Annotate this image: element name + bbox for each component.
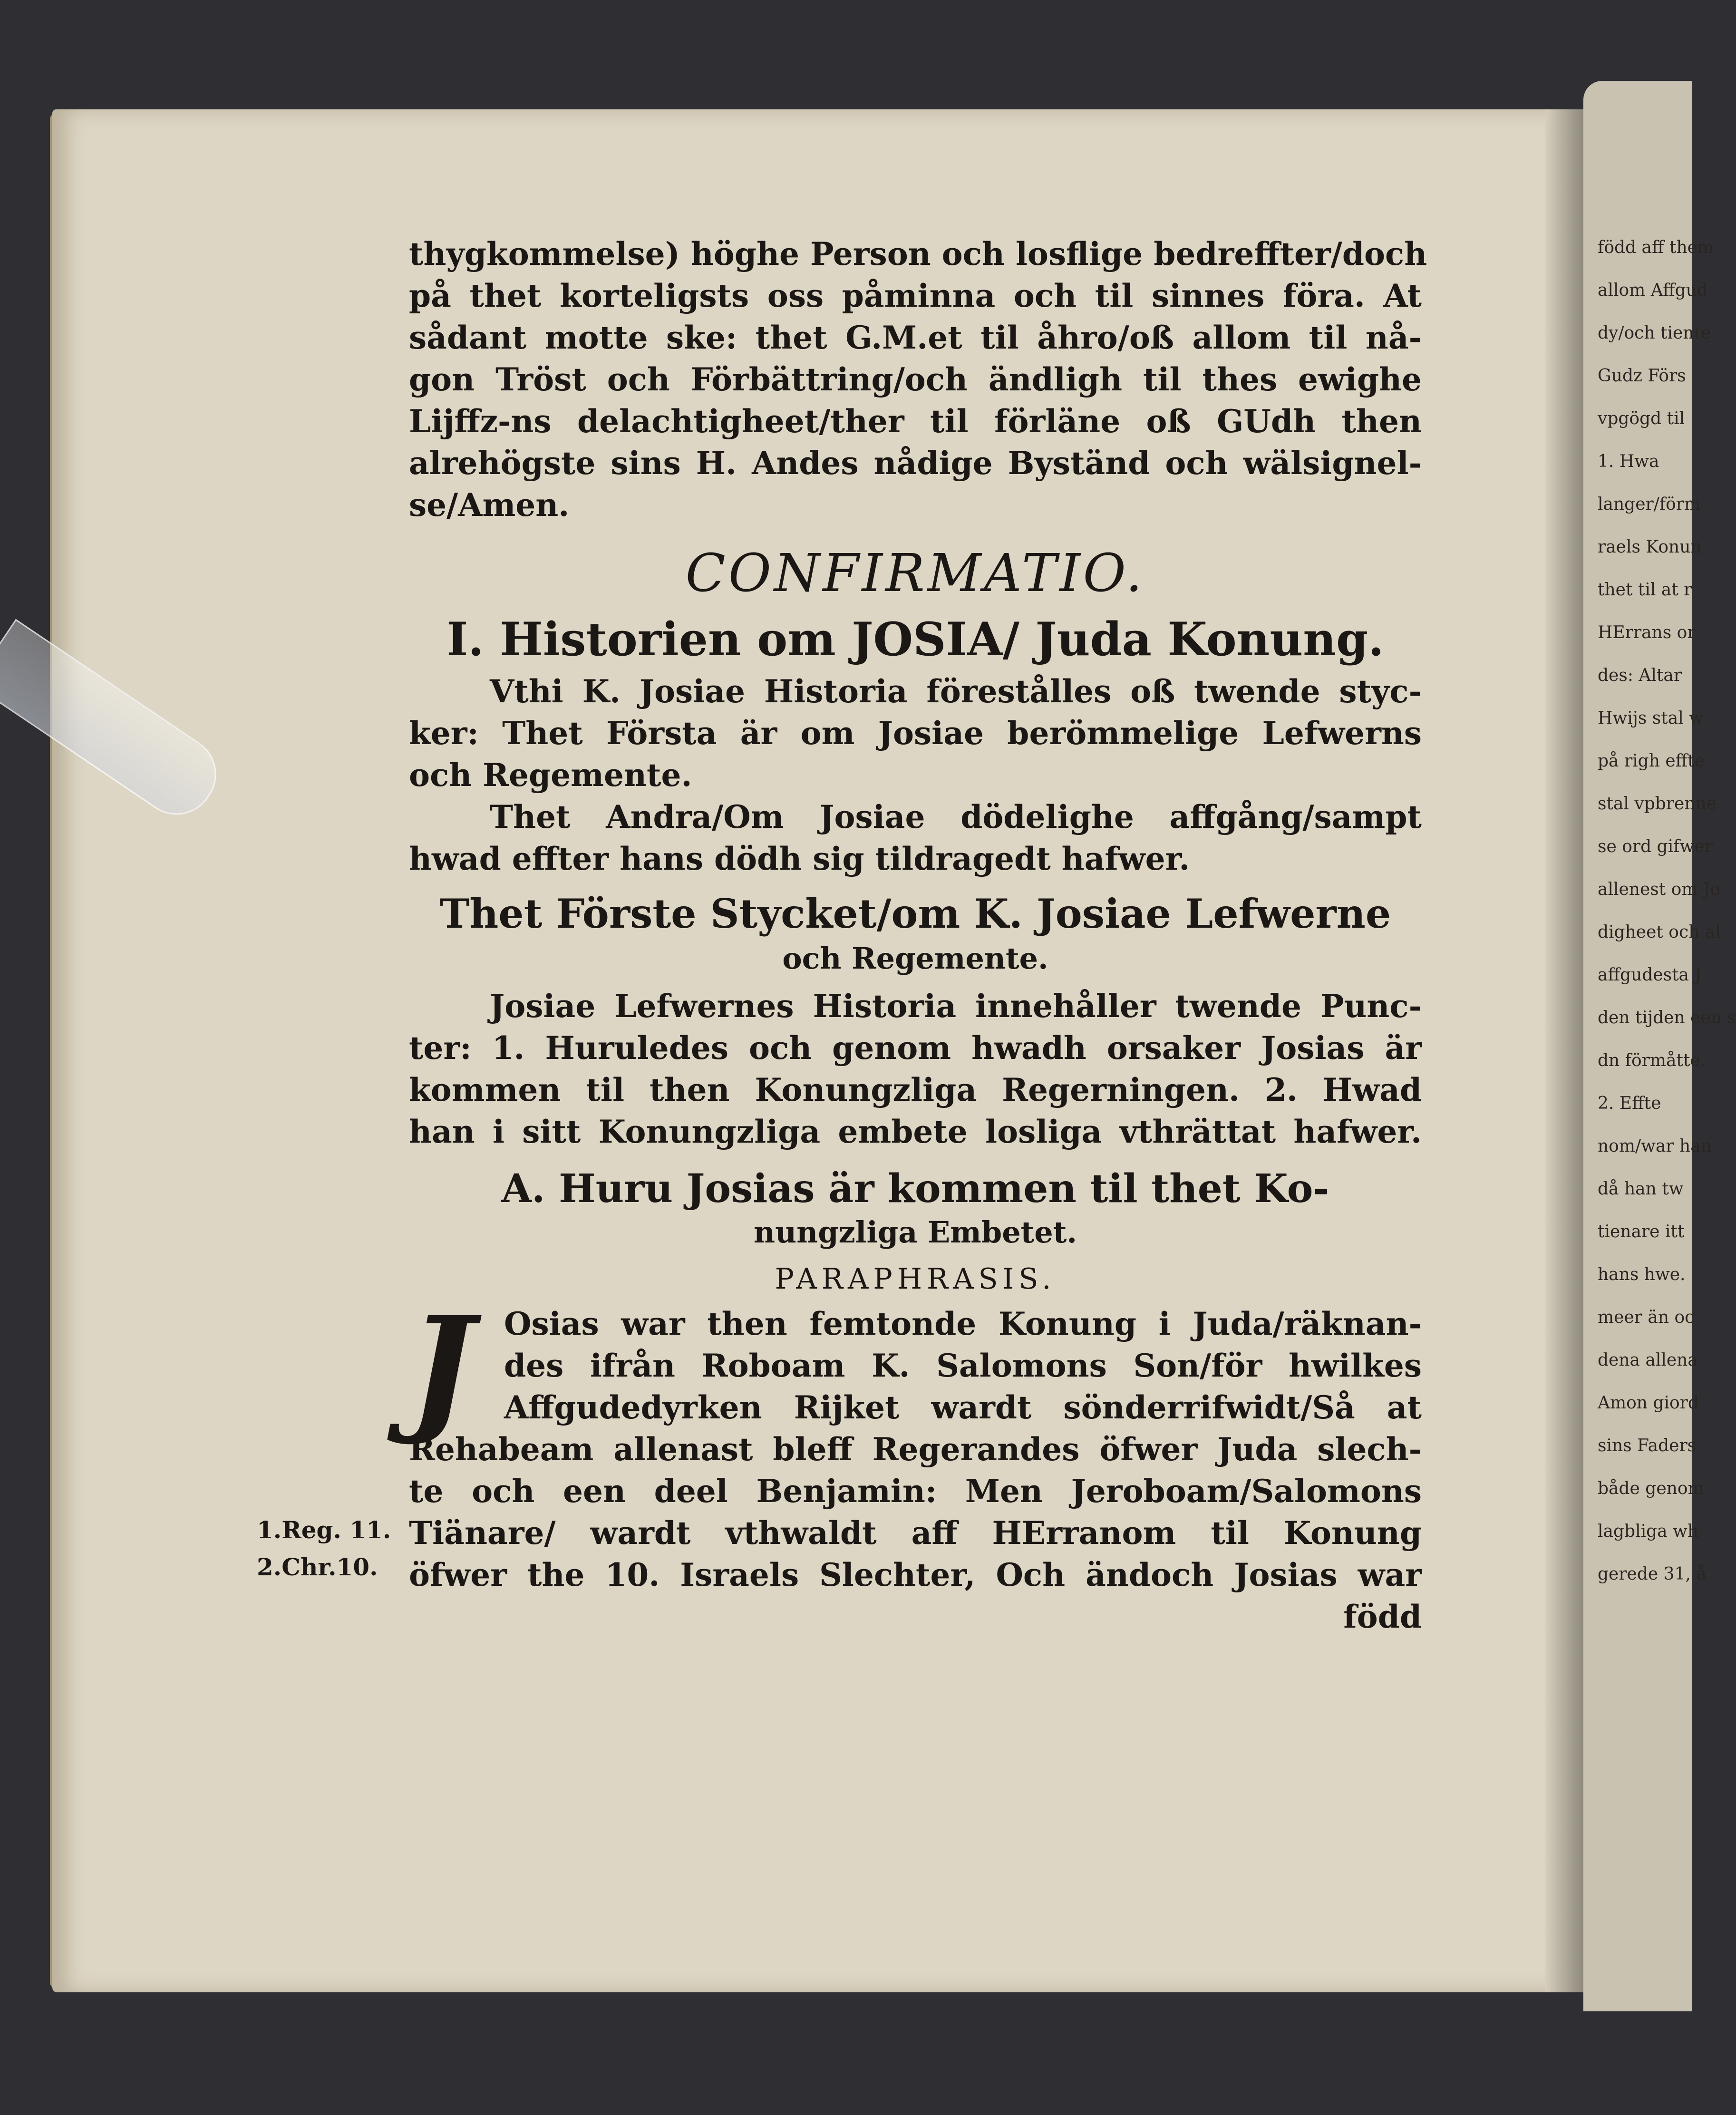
text-line: sådant motte ske: thet G.M.et til åhro/oß allom til nå- xyxy=(409,319,1422,356)
facing-page-line: vpgögd til xyxy=(1598,409,1685,428)
text-line: thygkommelse) höghe Person och losflige bedreffter/doch xyxy=(409,235,1427,272)
chapter-heading: I. Historien om JOSIA/ Juda Konung. xyxy=(446,612,1384,666)
facing-page-line: den tijden een s xyxy=(1598,1008,1736,1028)
facing-page-line: allenest om Jo xyxy=(1598,880,1721,899)
facing-page-line: dy/och tiente xyxy=(1598,323,1711,343)
text-line: alrehögste sins H. Andes nådige Byständ och wälsignel- xyxy=(409,445,1422,482)
facing-page-line: sins Faders xyxy=(1598,1436,1697,1455)
section-heading-sub: och Regemente. xyxy=(782,941,1048,976)
facing-page-line: 2. Effte xyxy=(1598,1094,1661,1113)
text-line: ter: 1. Huruledes och genom hwadh orsaker Josias är xyxy=(409,1029,1422,1067)
subsection-heading-sub: nungzliga Embetet. xyxy=(754,1215,1077,1250)
facing-page-line: både genom xyxy=(1598,1479,1704,1498)
intro-paragraph xyxy=(409,670,1422,796)
dropcap-paragraph xyxy=(409,1287,1422,1448)
facing-page-line: allom Affgud xyxy=(1598,281,1708,300)
facing-page-line: HErrans or xyxy=(1598,623,1696,642)
facing-page-line: hans hwe. xyxy=(1598,1265,1686,1284)
facing-page-line: meer än oc xyxy=(1598,1308,1695,1327)
text-line: Rehabeam allenast bleff Regerandes öfwer Juda slech- xyxy=(409,1431,1422,1468)
dropcap-lines xyxy=(409,1287,1422,1448)
facing-page-line: raels Konun xyxy=(1598,537,1702,557)
text-line: Vthi K. Josiae Historia förestålles oß twende styc- xyxy=(490,673,1422,710)
paraphrasis-heading: PARAPHRASIS. xyxy=(775,1262,1056,1296)
facing-page-line: affgudesta J xyxy=(1598,965,1701,985)
facing-page-line: stal vpbrenne xyxy=(1598,794,1717,814)
facing-page-line: se ord gifwer xyxy=(1598,837,1713,856)
facing-page-line: gerede 31, å xyxy=(1598,1564,1707,1584)
facing-page xyxy=(1583,81,1736,2011)
main-text-block xyxy=(409,233,1427,1638)
facing-page-line: nom/war han xyxy=(1598,1136,1712,1156)
margin-ref-2: 2.Chr.10. xyxy=(257,1553,378,1581)
facing-page-line: thet til at r xyxy=(1598,580,1692,600)
drop-cap: J xyxy=(409,1287,475,1448)
facing-page-line: Amon giord xyxy=(1598,1393,1699,1413)
text-line: gon Tröst och Förbättring/och ändligh til thes ewighe xyxy=(409,361,1422,398)
text-line: Osias war then femtonde Konung i Juda/räknan- xyxy=(504,1305,1422,1342)
text-line: hwad effter hans dödh sig tildragedt hafwer. xyxy=(409,840,1190,877)
text-line: Affgudedyrken Rijket wardt sönderrifwidt/Så at xyxy=(504,1389,1422,1426)
facing-page-line: des: Altar xyxy=(1598,666,1682,685)
subsection-heading: A. Huru Josias är kommen til thet Ko- xyxy=(501,1166,1329,1212)
text-line: Thet Andra/Om Josiae dödelighe affgång/sampt xyxy=(490,798,1422,835)
confirmatio-heading: CONFIRMATIO. xyxy=(685,543,1145,603)
text-line: kommen til then Konungzliga Regerningen. 2. Hwad xyxy=(409,1071,1422,1108)
facing-page-line: dn förmåtte. xyxy=(1598,1051,1706,1070)
facing-page-line: Hwijs stal w xyxy=(1598,708,1704,728)
body-paragraph xyxy=(409,1428,1422,1596)
text-line: des ifrån Roboam K. Salomons Son/för hwilkes xyxy=(504,1347,1422,1384)
facing-page-line: langer/förm xyxy=(1598,495,1701,514)
text-line: på thet korteligsts oss påminna och til sinnes föra. At xyxy=(409,277,1422,314)
opening-paragraph xyxy=(409,233,1427,526)
facing-page-line: född aff them xyxy=(1598,238,1714,257)
section-paragraph xyxy=(409,985,1422,1153)
facing-page-line: på righ effte xyxy=(1598,751,1705,771)
facing-page-line: 1. Hwa xyxy=(1598,452,1659,471)
facing-page-line: tienare itt xyxy=(1598,1222,1685,1242)
text-line: ker: Thet Första är om Josiae berömmelige Lefwerns xyxy=(409,715,1422,752)
text-line: och Regemente. xyxy=(409,757,692,794)
text-line: Tiänare/ wardt vthwaldt aff HErranom til Konung xyxy=(409,1514,1422,1552)
text-line: han i sitt Konungzliga embete losliga vthrättat hafwer. xyxy=(409,1113,1422,1150)
intro-paragraph-2 xyxy=(409,796,1422,880)
margin-ref-1: 1.Reg. 11. xyxy=(257,1516,391,1544)
text-line: se/Amen. xyxy=(409,486,570,524)
catchword: född xyxy=(1343,1598,1422,1635)
text-line: öfwer the 10. Israels Slechter, Och ändoch Josias war xyxy=(409,1556,1422,1593)
text-line: Lijffz-ns delachtigheet/ther til förläne oß GUdh then xyxy=(409,403,1422,440)
facing-page-line: Gudz Förs xyxy=(1598,366,1686,386)
facing-page-line: dena allena xyxy=(1598,1350,1698,1370)
facing-page-line: lagbliga wh xyxy=(1598,1522,1699,1541)
section-heading: Thet Förste Stycket/om K. Josiae Lefwerne xyxy=(439,890,1391,937)
facing-page-line: digheet och al xyxy=(1598,922,1721,942)
text-line: Josiae Lefwernes Historia innehåller twende Punc- xyxy=(490,988,1422,1025)
text-line: te och een deel Benjamin: Men Jeroboam/Salomons xyxy=(409,1473,1422,1510)
facing-page-line: då han tw xyxy=(1598,1179,1684,1199)
